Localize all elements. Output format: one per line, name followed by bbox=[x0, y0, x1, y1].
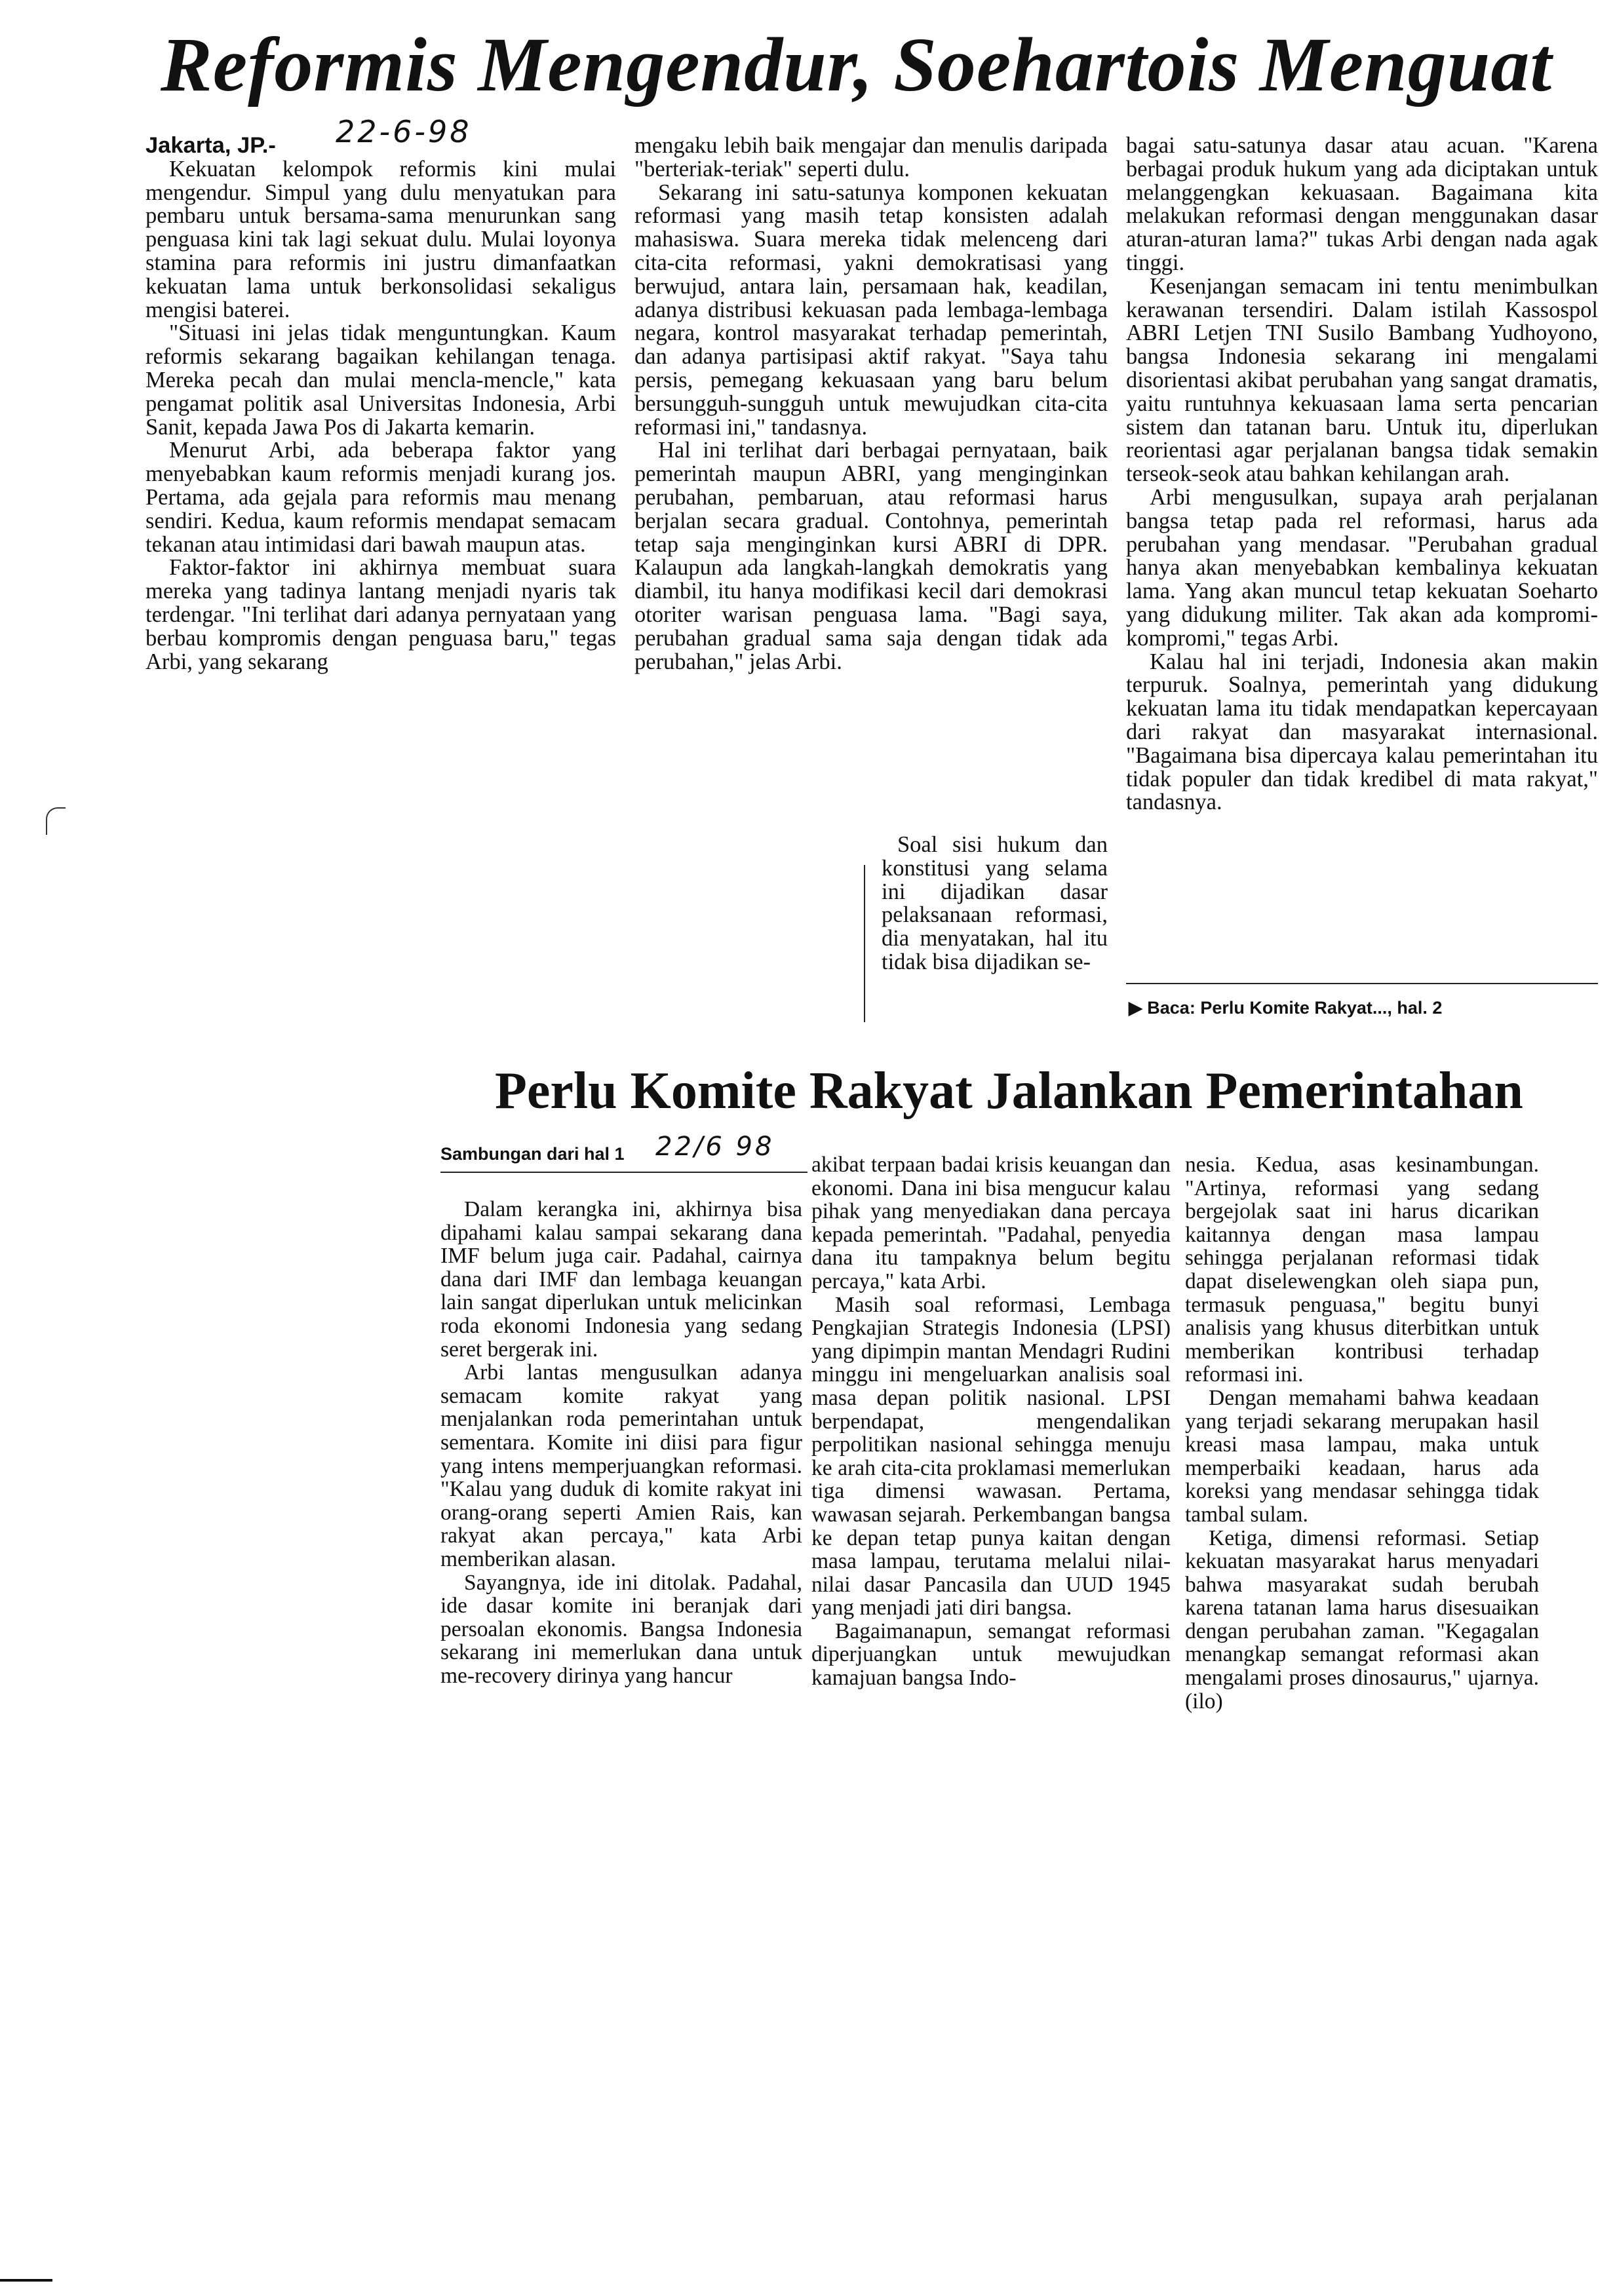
article1-c1-paragraph: Kekuatan kelompok reformis kini mulai mengendur. Simpul yang dulu menyatukan para pembaru untuk bersama-sama menurunkan sang penguasa kini tak lagi sekuat dulu. Mulai loyonya stamina para reformis ini justru dimanfaatkan kekuatan lama untuk berkonsolidasi sekaligus mengisi baterei. bbox=[146, 156, 616, 322]
article1-c3-paragraph: Kalau hal ini terjadi, Indonesia akan makin terpuruk. Soalnya, pemerintah yang didukung kekuatan lama itu tidak mendapatkan kepercayaan dari rakyat dan masyarakat internasional. "Bagaimana bisa dipercaya kalau pemerintahan itu tidak populer dan tidak kredibel di mata rakyat," tandasnya. bbox=[1126, 649, 1598, 815]
jump-rule bbox=[1126, 983, 1598, 984]
jump-line bbox=[1129, 999, 1442, 1017]
dateline: Jakarta, JP.- bbox=[146, 133, 276, 158]
inset-rule bbox=[864, 865, 865, 1022]
article2-column-1 bbox=[440, 1198, 802, 1687]
handwritten-date-1: 22-6-98 bbox=[336, 114, 472, 149]
article1-headline: Reformis Mengendur, Soehartois Menguat bbox=[161, 22, 1553, 107]
arrow-right-icon: ▶ bbox=[1129, 998, 1142, 1018]
article1-inset bbox=[882, 833, 1108, 974]
article2-c3-paragraph: nesia. Kedua, asas kesinambungan. "Artinya, reformasi yang sedang bergejolak saat ini harus dicarikan kaitannya dengan masa lampau sehingga perjalanan reformasi tidak dapat diselewengkan oleh siapa pun, termasuk penguasa," begitu bunyi analisis yang khusus diterbitkan untuk memberikan kontribusi terhadap reformasi ini. bbox=[1185, 1153, 1539, 1387]
article2-c1-paragraph: Sayangnya, ide ini ditolak. Padahal, ide dasar komite ini beranjak dari persoalan ekonomis. Bangsa Indonesia sekarang ini memerlukan dana untuk me-recovery dirinya yang hancur bbox=[440, 1570, 802, 1688]
article1-c1-paragraph: Menurut Arbi, ada beberapa faktor yang menyebabkan kaum reformis menjadi kurang jos. Pertama, ada gejala para reformis mau menang sendiri. Kedua, kaum reformis mendapat semacam tekanan atau intimidasi dari bawah maupun atas. bbox=[146, 438, 616, 557]
article2-c3-paragraph: Dengan memahami bahwa keadaan yang terjadi sekarang merupakan hasil kreasi masa lampau, maka untuk memperbaiki keadaan, harus ada koreksi yang mendasar sehingga tidak tambal sulam. bbox=[1185, 1385, 1539, 1527]
article1-c2-paragraph: Sekarang ini satu-satunya komponen kekuatan reformasi yang masih tetap konsisten adalah mahasiswa. Suara mereka tidak melenceng dari cita-cita reformasi, yakni demokratisasi yang berwujud, antara lain, persamaan hak, keadilan, adanya distribusi kekuasan pada lembaga-lembaga negara, kontrol masyarakat terhadap pemerintah, dan adanya partisipasi aktif rakyat. "Saya tahu persis, pemegang kekuasaan yang baru belum bersungguh-sungguh untuk mewujudkan cita-cita reformasi ini," tandasnya. bbox=[634, 180, 1108, 440]
article1-c1-paragraph: "Situasi ini jelas tidak menguntungkan. Kaum reformis sekarang bagaikan kehilangan tenaga. Mereka pecah dan mulai mencla-mencle," kata pengamat politik asal Universitas Indonesia, Arbi Sanit, kepada Jawa Pos di Jakarta kemarin. bbox=[146, 320, 616, 440]
article1-c3-paragraph: bagai satu-satunya dasar atau acuan. "Karena berbagai produk hukum yang ada diciptakan untuk melanggengkan kekuasaan. Bagaimana kita melakukan reformasi dengan menggunakan dasar aturan-aturan lama?" tukas Arbi dengan nada agak tinggi. bbox=[1126, 133, 1598, 275]
article2-c2-paragraph: Bagaimanapun, semangat reformasi diperjuangkan untuk mewujudkan kamajuan bangsa Indo- bbox=[811, 1618, 1171, 1691]
article1-column-2 bbox=[634, 134, 1108, 674]
article2-c3-paragraph: Ketiga, dimensi reformasi. Setiap kekuatan masyarakat harus menyadari bahwa masyarakat sudah berubah karena tatanan lama harus disesuaikan dengan perubahan zaman. "Kegagalan menangkap semangat reformasi akan mengalami proses dinosaurus," ujarnya. (ilo) bbox=[1185, 1525, 1539, 1713]
article2-c2-paragraph: Masih soal reformasi, Lembaga Pengkajian Strategis Indonesia (LPSI) yang dipimpin mantan Mendagri Rudini minggu ini mengeluarkan analisis soal masa depan politik nasional. LPSI berpendapat, mengendalikan perpolitikan nasional sehingga menuju ke arah cita-cita proklamasi memerlukan tiga dimensi wawasan. Pertama, wawasan sejarah. Perkembangan bangsa ke depan tetap punya kaitan dengan masa lampau, terutama melalui nilai-nilai dasar Pancasila dan UUD 1945 yang menjadi jati diri bangsa. bbox=[811, 1292, 1171, 1620]
jump-text: Baca: Perlu Komite Rakyat..., hal. 2 bbox=[1147, 998, 1443, 1018]
handwritten-date-2: 22/6 98 bbox=[655, 1132, 775, 1162]
scan-mark bbox=[46, 807, 66, 835]
article2-c2-paragraph: akibat terpaan badai krisis keuangan dan ekonomi. Dana ini bisa mengucur kalau pihak yang menyediakan dana percaya kepada pemerintah. "Padahal, penyedia dana itu tampaknya belum begitu percaya," kata Arbi. bbox=[811, 1153, 1171, 1293]
scan-edge-mark bbox=[0, 2279, 52, 2282]
article1-column-3 bbox=[1126, 134, 1598, 814]
article2-c1-paragraph: Arbi lantas mengusulkan adanya semacam komite rakyat yang menjalankan roda pemerintahan untuk sementara. Komite ini diisi para figur yang intens memperjuangkan reformasi. "Kalau yang duduk di komite rakyat ini orang-orang seperti Amien Rais, kan rakyat akan percaya," kata Arbi memberikan alasan. bbox=[440, 1360, 802, 1571]
article1-c2-paragraph: Hal ini terlihat dari berbagai pernyataan, baik pemerintah maupun ABRI, yang menginginkan perubahan, pembaruan, atau reformasi harus berjalan secara gradual. Contohnya, pemerintah tetap saja menginginkan kursi ABRI di DPR. Kalaupun ada langkah-langkah demokratis yang diambil, itu hanya modifikasi kecil dari demokrasi otoriter warisan penguasa lama. "Bagi saya, perubahan gradual sama saja dengan tidak ada perubahan," jelas Arbi. bbox=[634, 438, 1108, 674]
article1-c2-paragraph: mengaku lebih baik mengajar dan menulis daripada "berteriak-teriak" seperti dulu. bbox=[634, 133, 1108, 182]
article1-column-1 bbox=[146, 134, 616, 674]
article2-kicker: Sambungan dari hal 1 bbox=[440, 1144, 625, 1164]
article2-c1-paragraph: Dalam kerangka ini, akhirnya bisa dipahami kalau sampai sekarang dana IMF belum juga cair. Padahal, cairnya dana dari IMF dan lembaga keuangan lain sangat diperlukan untuk melicinkan roda ekonomi Indonesia yang sedang seret bergerak ini. bbox=[440, 1197, 802, 1362]
article1-c3-paragraph: Kesenjangan semacam ini tentu menimbulkan kerawanan tersendiri. Dalam istilah Kassospol ABRI Letjen TNI Susilo Bambang Yudhoyono, bangsa Indonesia sekarang ini mengalami disorientasi akibat perubahan yang sangat dramatis, yaitu runtuhnya kekuasaan lama serta pencarian sistem dan tatanan baru. Untuk itu, diperlukan reorientasi agar perjalanan bangsa tidak semakin terseok-seok atau bahkan kehilangan arah. bbox=[1126, 273, 1598, 487]
article1-c3-paragraph: Arbi mengusulkan, supaya arah perjalanan bangsa tetap pada rel reformasi, harus ada perubahan yang mendasar. "Perubahan gradual hanya akan menyebabkan kembalinya kekuatan lama. Yang akan muncul tetap kekuatan Soeharto yang didukung militer. Tak akan ada kompromi-kompromi," tegas Arbi. bbox=[1126, 484, 1598, 651]
kicker-rule bbox=[440, 1172, 808, 1173]
article2-headline: Perlu Komite Rakyat Jalankan Pemerintahan bbox=[495, 1062, 1523, 1120]
article2-column-2 bbox=[811, 1153, 1171, 1690]
inset-paragraph: Soal sisi hukum dan konstitusi yang selama ini dijadikan dasar pelaksanaan reformasi, dia menyatakan, hal itu tidak bisa dijadikan se- bbox=[882, 832, 1108, 974]
article2-column-3 bbox=[1185, 1153, 1539, 1713]
article1-c1-paragraph: Faktor-faktor ini akhirnya membuat suara mereka yang tadinya lantang menjadi nyaris tak terdengar. "Ini terlihat dari adanya pernyataan yang berbau kompromis dengan penguasa baru," tegas Arbi, yang sekarang bbox=[146, 555, 616, 674]
